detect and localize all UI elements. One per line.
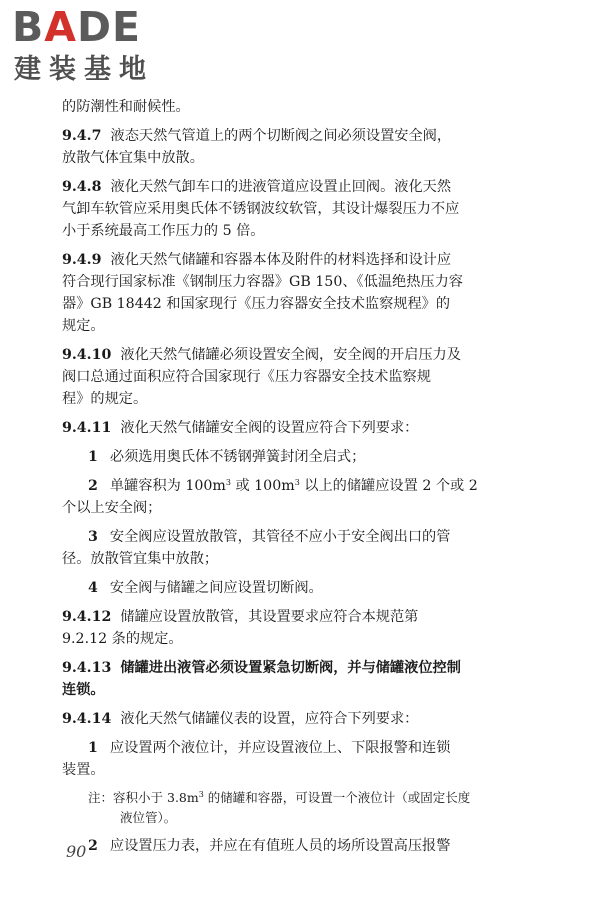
clause-9-4-9: [62, 249, 532, 337]
clause-9-4-8: [62, 176, 532, 242]
clause-text: 液化天然气储罐和容器本体及附件的材料选择和设计应: [110, 252, 452, 268]
logo-wordmark: BADE: [12, 3, 142, 51]
list-item: 4 安全阀与储罐之间应设置切断阀。: [88, 580, 323, 596]
note-label: 注：: [88, 790, 114, 805]
clause-9-4-12: [62, 606, 532, 650]
list-item: 2 单罐容积为 $100m^3$ 或 $100m^3$ 以上的储罐应设置 2 个或 2: [88, 478, 478, 494]
clause-text: 液化天然气储罐必须设置安全阀，安全阀的开启压力及: [120, 347, 461, 363]
clause-number: 9.4.14: [62, 711, 112, 727]
clause-text: 小于系统最高工作压力的 5 倍。: [62, 223, 265, 239]
continuation-text: 的防潮性和耐候性。: [62, 99, 190, 115]
clause-9-4-7: [62, 125, 532, 169]
logo-subtitle: 建装基地: [14, 54, 154, 85]
list-item: 1 必须选用奥氏体不锈钢弹簧封闭全启式；: [88, 449, 366, 465]
list-item: 1 应设置两个液位计，并应设置液位上、下限报警和连锁: [88, 740, 451, 756]
clause-number: 9.4.13: [62, 660, 112, 676]
note-continuation: 液位管）。: [120, 810, 177, 825]
list-item-continuation: 径。放散管宜集中放散；: [62, 551, 219, 567]
clause-text: 器》GB 18442 和国家现行《压力容器安全技术监察规程》的: [62, 296, 451, 312]
clause-text: 阀口总通过面积应符合国家现行《压力容器安全技术监察规: [62, 369, 431, 385]
clause-text: 放散气体宜集中放散。: [62, 150, 204, 166]
clause-text: 9.2.12 条的规定。: [62, 631, 183, 647]
clause-text: 液化天然气卸车口的进液管道应设置止回阀。液化天然: [110, 179, 452, 195]
clause-text: 储罐应设置放散管，其设置要求应符合本规范第: [120, 609, 419, 625]
clause-number: 9.4.9: [62, 252, 102, 268]
list-item: 3 安全阀应设置放散管，其管径不应小于安全阀出口的管: [88, 529, 451, 545]
clause-9-4-14: [62, 708, 532, 857]
list-item: 2 应设置压力表，并应在有值班人员的场所设置高压报警: [88, 838, 451, 854]
document-body: [62, 96, 532, 857]
clause-text: 液化天然气储罐安全阀的设置应符合下列要求：: [120, 420, 419, 436]
bade-logo: [12, 4, 182, 90]
page-number: 90: [66, 842, 87, 861]
list-item-continuation: 个以上安全阀；: [62, 500, 162, 516]
clause-text: 液化天然气储罐仪表的设置，应符合下列要求：: [120, 711, 419, 727]
clause-text: 规定。: [62, 318, 105, 334]
clause-number: 9.4.8: [62, 179, 102, 195]
clause-text: 连锁。: [62, 682, 105, 698]
clause-number: 9.4.10: [62, 347, 112, 363]
clause-number: 9.4.11: [62, 420, 112, 436]
clause-9-4-10: [62, 344, 532, 410]
clause-number: 9.4.12: [62, 609, 112, 625]
clause-9-4-13: [62, 657, 532, 701]
clause-text: 液态天然气管道上的两个切断阀之间必须设置安全阀，: [110, 128, 452, 144]
clause-number: 9.4.7: [62, 128, 102, 144]
clause-text: 符合现行国家标准《钢制压力容器》GB 150、《低温绝热压力容: [62, 274, 463, 290]
note: 注：容积小于 $3.8m^3$ 的储罐和容器，可设置一个液位计（或固定长度: [88, 790, 471, 805]
clause-text: 储罐进出液管必须设置紧急切断阀，并与储罐液位控制: [120, 660, 461, 676]
list-item-continuation: 装置。: [62, 762, 105, 778]
clause-9-4-11: [62, 417, 532, 599]
clause-text: 气卸车软管应采用奥氏体不锈钢波纹软管，其设计爆裂压力不应: [62, 201, 460, 217]
clause-text: 程》的规定。: [62, 391, 148, 407]
